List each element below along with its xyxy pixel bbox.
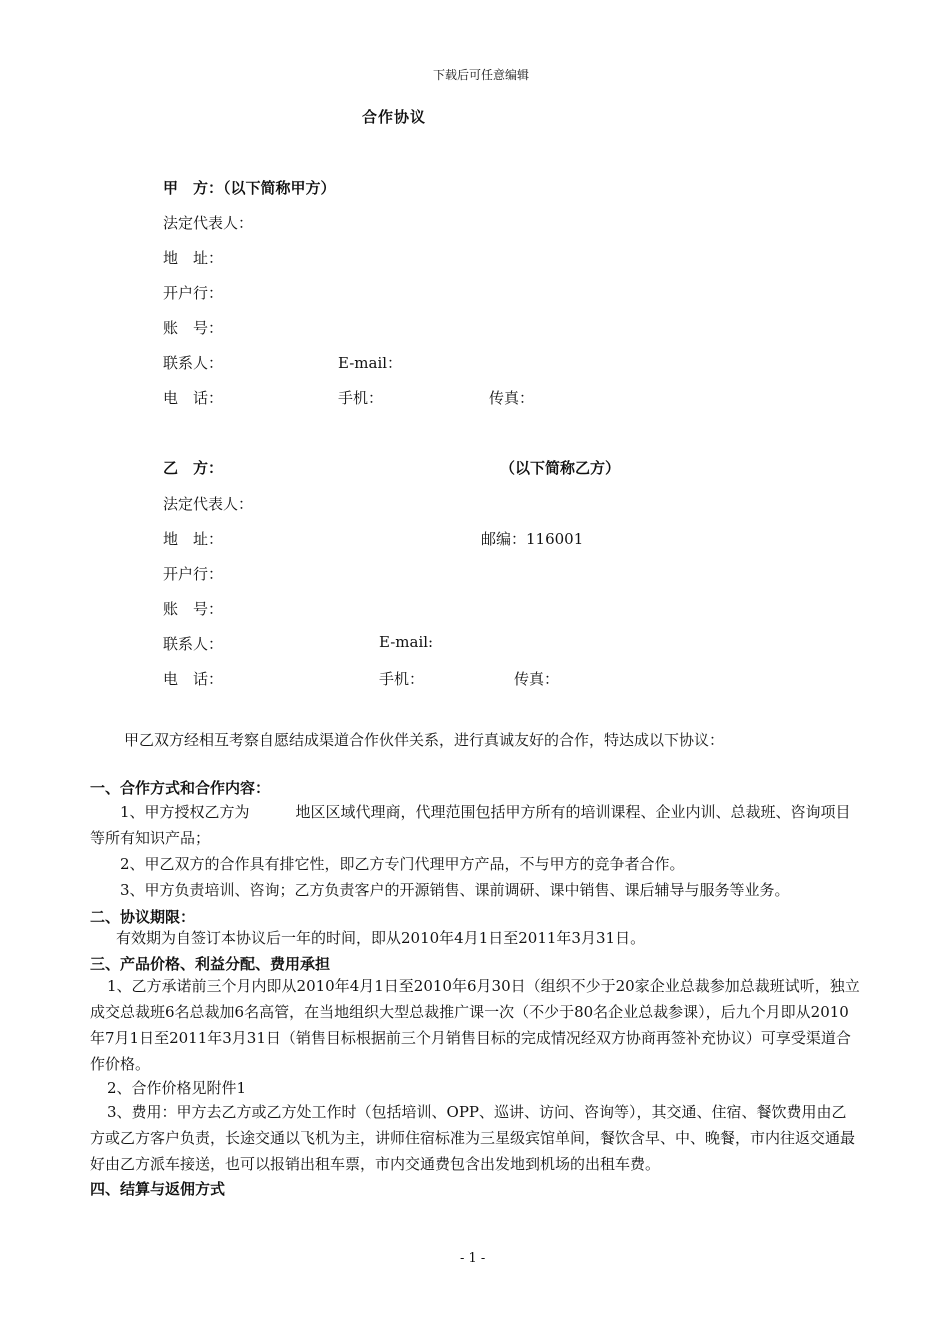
party-b-legal-rep-label: 法定代表人： [163, 495, 254, 513]
party-b-heading: 乙 方： [163, 459, 224, 477]
section-4-heading: 四、结算与返佣方式 [90, 1180, 226, 1198]
section-1-item-1: 1、甲方授权乙方为 地区区域代理商，代理范围包括甲方所有的培训课程、企业内训、总裁班、咨询项目等所有知识产品； [90, 803, 851, 847]
party-a-account-label: 账 号： [163, 319, 224, 337]
section-1-heading: 一、合作方式和合作内容： [90, 779, 271, 797]
section-3-heading: 三、产品价格、利益分配、费用承担 [90, 955, 331, 973]
section-1-item-3: 3、甲方负责培训、咨询；乙方负责客户的开源销售、课前调研、课中销售、课后辅导与服务等业务。 [120, 881, 790, 899]
party-a-bank-label: 开户行： [163, 284, 224, 302]
section-3-item-1: 1、乙方承诺前三个月内即从2010年4月1日至2010年6月30日（组织不少于20家企业总裁参加总裁班试听，独立成交总裁班6名总裁加6名高管，在当地组织大型总裁推广课一次（不少于80名企业总裁参课），后九个月即从2010年7月1日至2011年3月31日（销售目标根据前三个月销售目标的完成情况经双方协商再签补充协议）可享受渠道合作价格。 [90, 977, 860, 1073]
party-a-address-label: 地 址： [163, 249, 224, 267]
party-a-fax-label: 传真： [489, 389, 535, 407]
party-b-bank-label: 开户行： [163, 565, 224, 583]
party-a-mobile-label: 手机： [338, 389, 384, 407]
party-b-address-label: 地 址： [163, 530, 224, 548]
party-b-account-label: 账 号： [163, 600, 224, 618]
party-b-email-label: E-mail: [379, 633, 434, 651]
party-a-email-label: E-mail： [338, 354, 403, 372]
section-2-heading: 二、协议期限： [90, 908, 196, 926]
party-a-phone-label: 电 话： [163, 389, 224, 407]
section-2-paragraph: 有效期为自签订本协议后一年的时间，即从2010年4月1日至2011年3月31日。 [116, 929, 646, 947]
party-a-contact-label: 联系人： [163, 354, 224, 372]
party-b-postcode: 邮编：116001 [481, 530, 584, 548]
party-b-heading-note: （以下简称乙方） [500, 459, 621, 477]
party-b-contact-label: 联系人： [163, 635, 224, 653]
page-number: - 1 - [460, 1251, 486, 1266]
section-1-item-2: 2、甲乙双方的合作具有排它性，即乙方专门代理甲方产品，不与甲方的竞争者合作。 [120, 855, 685, 873]
party-a-legal-rep-label: 法定代表人： [163, 214, 254, 232]
party-b-mobile-label: 手机： [379, 670, 425, 688]
intro-paragraph: 甲乙双方经相互考察自愿结成渠道合作伙伴关系，进行真诚友好的合作，特达成以下协议： [124, 731, 725, 749]
party-b-phone-label: 电 话： [163, 670, 224, 688]
document-title: 合作协议 [362, 108, 427, 126]
section-3-item-2: 2、合作价格见附件1 [107, 1079, 247, 1097]
section-3-item-3: 3、费用：甲方去乙方或乙方处工作时（包括培训、OPP、巡讲、访问、咨询等），其交通、住宿、餐饮费用由乙方或乙方客户负责，长途交通以飞机为主，讲师住宿标准为三星级宾馆单间，餐饮含早、中、晚餐，市内往返交通最好由乙方派车接送，也可以报销出租车票，市内交通费包含出发地到机场的出租车费。 [90, 1103, 856, 1173]
party-b-fax-label: 传真： [514, 670, 560, 688]
party-a-heading: 甲 方：（以下简称甲方） [163, 179, 336, 197]
page-header-note: 下载后可任意编辑 [433, 68, 530, 82]
